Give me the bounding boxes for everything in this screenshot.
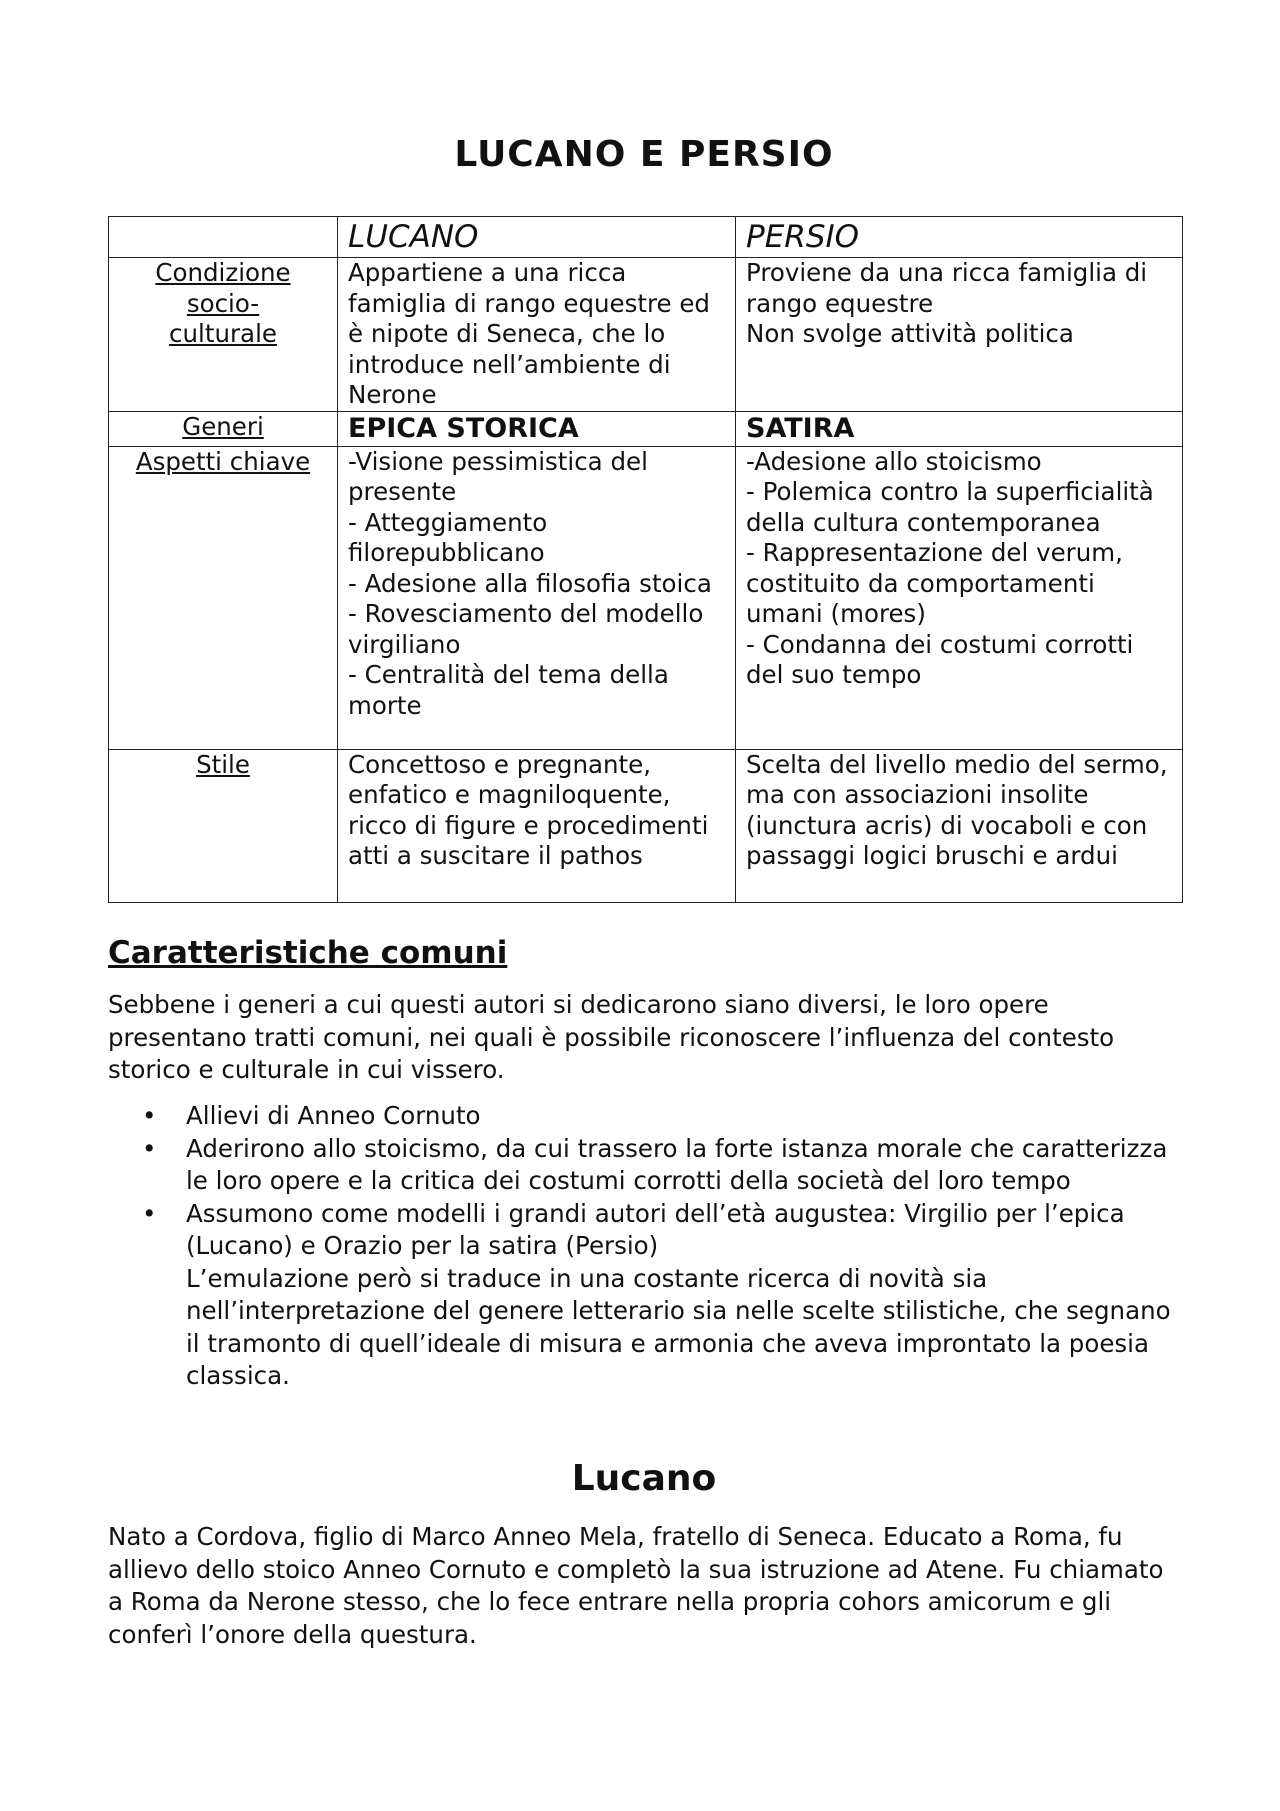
list-item-text: Allievi di Anneo Cornuto (186, 1101, 481, 1130)
cell-persio-generi: SATIRA (736, 411, 1183, 446)
cell-persio-stile: Scelta del livello medio del sermo, ma con associazioni insolite (iunctura acris) di vocaboli e con passaggi logici bruschi e ardui (736, 749, 1183, 902)
bullet-icon: • (142, 1198, 157, 1228)
cell-line: - Atteggiamento filorepubblicano (348, 507, 548, 567)
row-label-line: socio- (186, 288, 260, 318)
cell-line: - Centralità del tema della morte (348, 660, 669, 720)
cell-lucano-generi: EPICA STORICA (338, 411, 736, 446)
cell-lucano-condizione: Appartiene a una ricca famiglia di rango equestre ed è nipote di Seneca, che lo introduce nell’ambiente di Nerone (338, 258, 736, 412)
cell-lucano-aspetti (338, 446, 736, 749)
row-label-aspetti: Aspetti chiave (109, 446, 338, 749)
list-item-continuation: L’emulazione però si traduce in una costante ricerca di novità sia nell’interpretazione del genere letterario sia nelle scelte stilistiche, che segnano il tramonto di quell’ideale di misura e armonia che aveva improntato la poesia classica. (186, 1263, 1171, 1390)
table-row-condizione (109, 258, 1183, 412)
table-row-generi (109, 411, 1183, 446)
page-title: LUCANO E PERSIO (454, 134, 834, 175)
cell-line: - Rovesciamento del modello virgiliano (348, 599, 704, 659)
table-header-row (109, 217, 1183, 258)
list-item (108, 1133, 1180, 1198)
cell-lucano-stile: Concettoso e pregnante, enfatico e magniloquente, ricco di figure e procedimenti atti a suscitare il pathos (338, 749, 736, 902)
bullet-icon: • (142, 1133, 157, 1163)
row-label-line: culturale (169, 319, 277, 348)
section-heading-lucano: Lucano (571, 1458, 717, 1499)
section-heading-caratteristiche: Caratteristiche comuni (108, 935, 508, 971)
table-row-aspetti (109, 446, 1183, 749)
common-traits-list (108, 1100, 1180, 1393)
cell-line: Proviene da una ricca famiglia di rango equestre (746, 258, 1148, 318)
column-header-persio: PERSIO (736, 217, 1183, 258)
list-item-text: Assumono come modelli i grandi autori dell’età augustea: Virgilio per l’epica (Lucano) e Orazio per la satira (Persio) (186, 1198, 1125, 1260)
cell-line: Non svolge attività politica (746, 319, 1074, 348)
cell-persio-condizione (736, 258, 1183, 412)
list-item (108, 1100, 1180, 1133)
cell-line: -Adesione allo stoicismo (746, 446, 1042, 476)
row-label-condizione (109, 258, 338, 412)
cell-line: - Polemica contro la superficialità della cultura contemporanea (746, 477, 1154, 537)
cell-line: - Adesione alla filosofia stoica (348, 568, 712, 598)
list-item (108, 1198, 1180, 1393)
table-row-stile (109, 749, 1183, 902)
intro-paragraph: Sebbene i generi a cui questi autori si dedicarono siano diversi, le loro opere presentano tratti comuni, nei quali è possibile riconoscere l’influenza del contesto storico e culturale in cui vissero. (108, 990, 1115, 1084)
table-corner-cell (109, 217, 338, 258)
list-item-text: Aderirono allo stoicismo, da cui trassero la forte istanza morale che caratterizza le loro opere e la critica dei costumi corrotti della società del loro tempo (186, 1133, 1168, 1195)
cell-line: - Condanna dei costumi corrotti del suo tempo (746, 629, 1134, 689)
cell-persio-aspetti (736, 446, 1183, 749)
comparison-table (108, 216, 1183, 903)
row-label-generi: Generi (109, 411, 338, 446)
row-label-stile: Stile (109, 749, 338, 902)
bullet-icon: • (142, 1101, 157, 1130)
cell-line: -Visione pessimistica del presente (348, 446, 648, 506)
cell-line: - Rappresentazione del verum, costituito da comportamenti umani (mores) (746, 538, 1123, 628)
lucano-bio-paragraph: Nato a Cordova, figlio di Marco Anneo Mela, fratello di Seneca. Educato a Roma, fu allievo dello stoico Anneo Cornuto e completò la sua istruzione ad Atene. Fu chiamato a Roma da Nerone stesso, che lo fece entrare nella propria cohors amicorum e gli conferì l’onore della questura. (108, 1522, 1164, 1649)
column-header-lucano: LUCANO (338, 217, 736, 258)
row-label-line: Condizione (155, 258, 291, 287)
